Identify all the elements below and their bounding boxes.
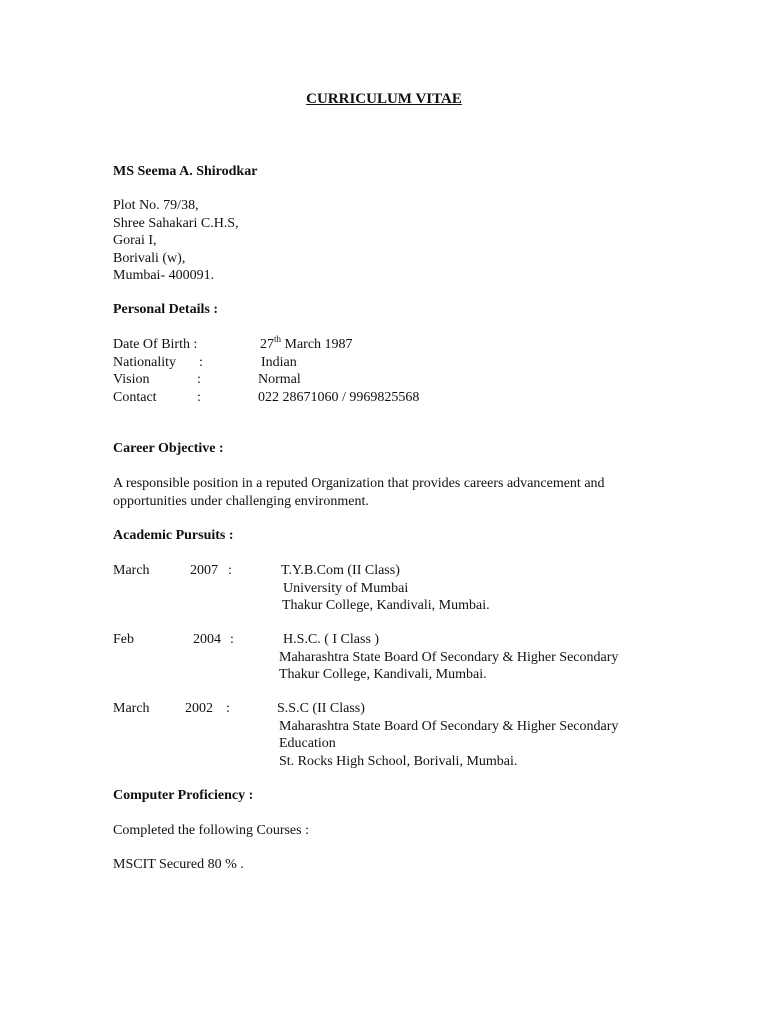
career-objective-line: opportunities under challenging environment. — [113, 493, 369, 509]
academic-colon: : — [226, 701, 230, 716]
academic-month: March — [113, 563, 150, 578]
vision-value: Normal — [258, 372, 301, 387]
dob-day: 27 — [260, 337, 274, 352]
address-line: Mumbai- 400091. — [113, 268, 215, 283]
academic-year: 2002 — [185, 701, 213, 716]
academic-detail-line: S.S.C (II Class) — [277, 701, 365, 716]
academic-month: March — [113, 701, 150, 716]
address-line: Gorai I, — [113, 233, 157, 248]
nationality-label: Nationality — [113, 354, 176, 370]
academic-colon: : — [230, 632, 234, 647]
contact-colon: : — [197, 389, 201, 405]
academic-colon: : — [228, 563, 232, 578]
academic-detail-line: Thakur College, Kandivali, Mumbai. — [282, 598, 490, 613]
dob-day-suffix: th — [274, 334, 282, 344]
contact-value: 022 28671060 / 9969825568 — [258, 389, 420, 405]
academic-detail-line: Education — [279, 736, 336, 751]
academic-year: 2007 — [190, 563, 218, 578]
academic-detail-line: Maharashtra State Board Of Secondary & Higher Secondary — [279, 718, 619, 734]
dob-month-year: March 1987 — [281, 337, 353, 352]
dob-value — [260, 336, 353, 354]
academic-month: Feb — [113, 632, 134, 647]
academic-year: 2004 — [193, 632, 221, 647]
page-title: CURRICULUM VITAE — [306, 91, 462, 107]
academic-detail-line: Maharashtra State Board Of Secondary & Higher Secondary — [279, 649, 619, 665]
nationality-colon: : — [199, 354, 203, 370]
address-line: Borivali (w), — [113, 250, 186, 266]
career-objective-line: A responsible position in a reputed Organization that provides careers advancement and — [113, 476, 605, 491]
dob-label: Date Of Birth : — [113, 337, 198, 352]
personal-details-heading: Personal Details : — [113, 302, 218, 317]
address-line: Shree Sahakari C.H.S, — [113, 215, 239, 231]
applicant-name: MS Seema A. Shirodkar — [113, 164, 258, 179]
address-line: Plot No. 79/38, — [113, 198, 199, 213]
vision-colon: : — [197, 372, 201, 387]
academic-detail-line: St. Rocks High School, Borivali, Mumbai. — [279, 753, 518, 769]
contact-label: Contact — [113, 389, 157, 405]
academic-heading: Academic Pursuits : — [113, 528, 234, 543]
computer-proficiency-heading: Computer Proficiency : — [113, 788, 254, 803]
courses-intro: Completed the following Courses : — [113, 823, 309, 838]
academic-detail-line: H.S.C. ( I Class ) — [283, 632, 380, 647]
academic-detail-line: T.Y.B.Com (II Class) — [281, 563, 400, 578]
academic-detail-line: Thakur College, Kandivali, Mumbai. — [279, 667, 487, 682]
nationality-value: Indian — [261, 354, 297, 370]
course-item: MSCIT Secured 80 % . — [113, 857, 244, 872]
career-objective-heading: Career Objective : — [113, 441, 224, 456]
academic-detail-line: University of Mumbai — [283, 580, 409, 596]
vision-label: Vision — [113, 372, 150, 387]
